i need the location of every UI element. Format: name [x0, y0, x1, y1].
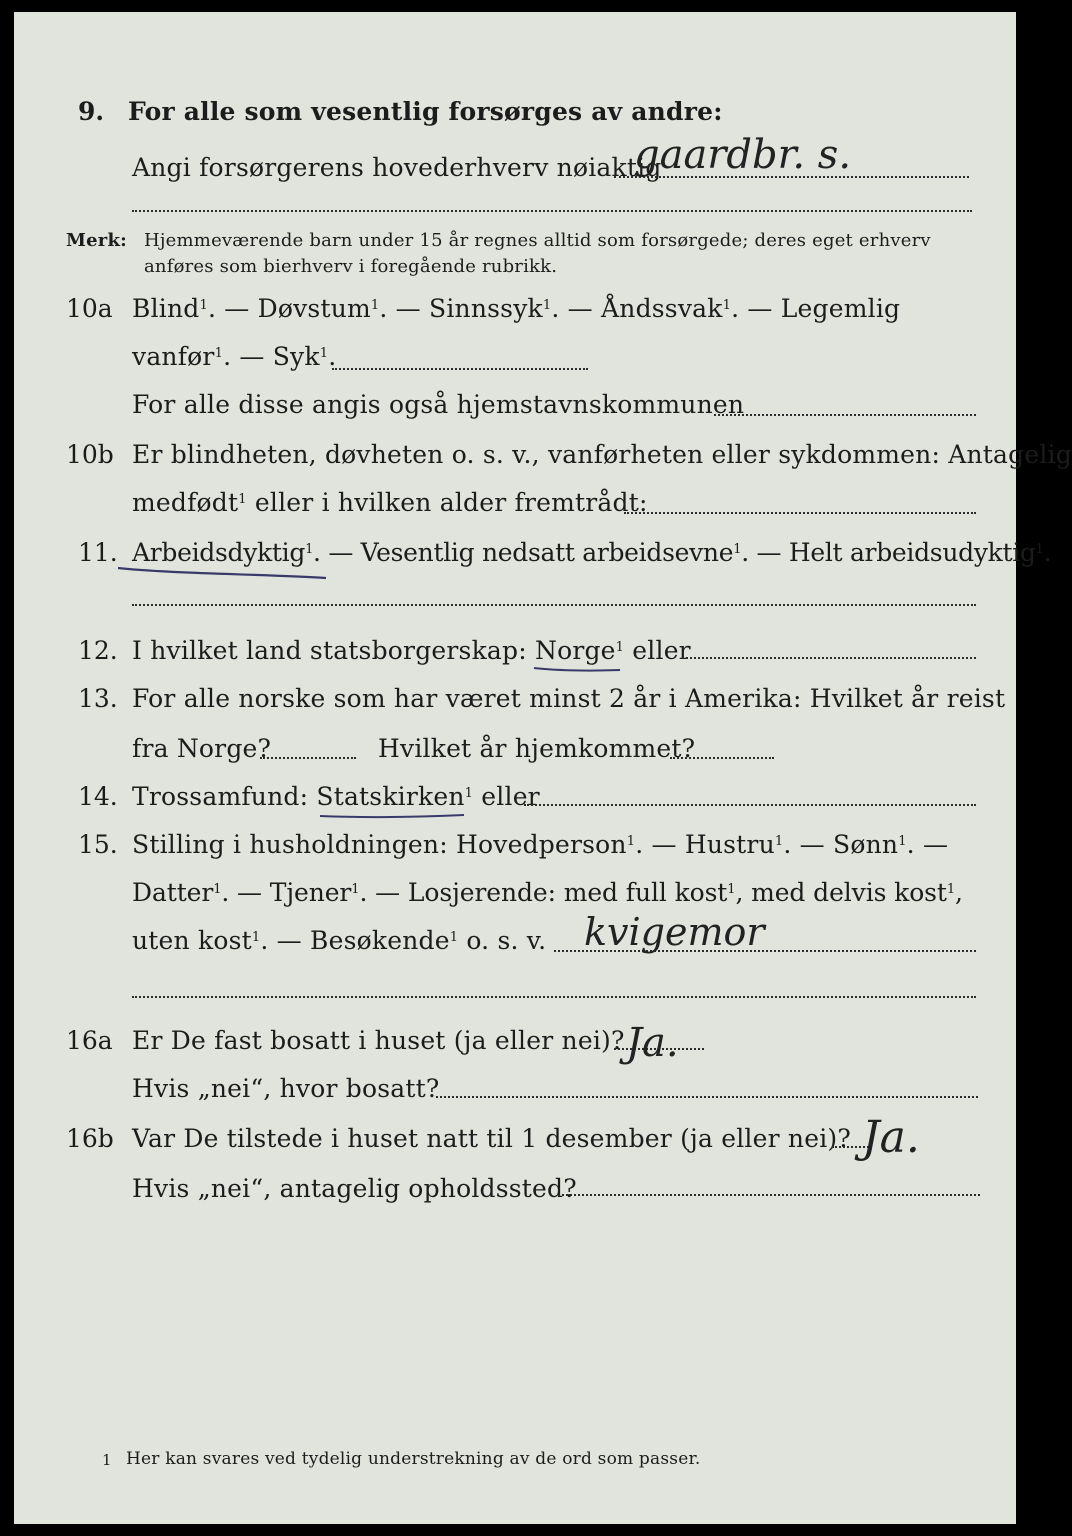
q15-line-3: uten kost$^1$. — Besøkende$^1$ o. s. v.: [132, 926, 547, 955]
q13-line-2a: fra Norge?: [132, 734, 272, 763]
q16a-bosatt-line: [436, 1096, 978, 1098]
q16b-number: 16b: [66, 1124, 114, 1153]
merk-line-1: Hjemmeværende barn under 15 år regnes alltid som forsørgede; deres eget erhverv: [144, 230, 931, 251]
q10a-line-2: vanfør$^1$. — Syk$^1$.: [132, 342, 337, 371]
q11-line-1: Arbeidsdyktig$^1$. — Vesentlig nedsatt arbeidsevne$^1$. — Helt arbeidsudyktig$^1$.: [132, 538, 1052, 567]
q12-line-1: I hvilket land statsborgerskap: Norge$^1$ eller: [132, 636, 691, 665]
q16b-handwritten-answer: Ja.: [862, 1112, 920, 1163]
q10a-line-3: For alle disse angis også hjemstavnskommunen: [132, 390, 745, 419]
q15-handwritten-answer: kvigemor: [584, 910, 765, 954]
q9-line-2: Angi forsørgerens hovederhverv nøiaktig: [132, 153, 662, 182]
q10a-number: 10a: [66, 294, 113, 323]
q12-underline-mark: [532, 662, 622, 678]
q13-number: 13.: [78, 684, 118, 713]
q14-answer-line: [524, 804, 976, 806]
q11-underline-mark: [114, 560, 334, 590]
q11-extra-line: [132, 604, 976, 606]
q10a-kommune-line: [714, 414, 976, 416]
q15-line-1: Stilling i husholdningen: Hovedperson$^1$. — Hustru$^1$. — Sønn$^1$. —: [132, 830, 949, 859]
q10b-line-1: Er blindheten, døvheten o. s. v., vanførheten eller sykdommen: Antagelig: [132, 440, 1072, 469]
merk-label: Merk:: [66, 230, 127, 251]
census-form-page: [14, 12, 1072, 1524]
q16a-number: 16a: [66, 1026, 113, 1055]
q11-number: 11.: [78, 538, 118, 567]
q14-line-1: Trossamfund: Statskirken$^1$ eller: [132, 782, 540, 811]
q15-line-2: Datter$^1$. — Tjener$^1$. — Losjerende: med full kost$^1$, med delvis kost$^1$,: [132, 878, 963, 907]
q13-hjemkommet-line: [670, 757, 774, 759]
q10b-number: 10b: [66, 440, 114, 469]
q14-underline-mark: [318, 808, 468, 824]
q10a-line-1: Blind$^1$. — Døvstum$^1$. — Sinnssyk$^1$. — Åndssvak$^1$. — Legemlig: [132, 294, 901, 323]
q15-extra-line: [132, 996, 976, 998]
q12-answer-line: [682, 657, 976, 659]
q16a-line-1: Er De fast bosatt i huset (ja eller nei)?: [132, 1026, 625, 1055]
merk-line-2: anføres som bierhverv i foregående rubrikk.: [144, 256, 558, 277]
q16b-line-1: Var De tilstede i huset natt til 1 desember (ja eller nei)?: [132, 1124, 851, 1153]
q14-number: 14.: [78, 782, 118, 811]
q13-line-2b: Hvilket år hjemkommet?: [378, 734, 696, 763]
q10b-answer-line: [624, 512, 976, 514]
q9-number: 9.: [78, 97, 105, 126]
q10a-answer-line: [332, 368, 588, 370]
q13-reist-line: [260, 757, 356, 759]
q16b-line-2: Hvis „nei“, antagelig opholdssted?: [132, 1174, 577, 1203]
q15-number: 15.: [78, 830, 118, 859]
q9-extra-line: [132, 210, 972, 212]
footnote-text: Her kan svares ved tydelig understrekning av de ord som passer.: [126, 1449, 701, 1469]
q16a-handwritten-answer: Ja.: [626, 1020, 679, 1066]
footnote-mark: 1: [102, 1451, 112, 1469]
q12-number: 12.: [78, 636, 118, 665]
q9-line-1: For alle som vesentlig forsørges av andre:: [128, 97, 723, 126]
q9-handwritten-answer: gaardbr. s.: [634, 132, 852, 178]
q13-line-1: For alle norske som har været minst 2 år i Amerika: Hvilket år reist: [132, 684, 1006, 713]
q10b-line-2: medfødt$^1$ eller i hvilken alder fremtrådt:: [132, 488, 648, 517]
q16b-sted-line: [558, 1194, 980, 1196]
q16a-line-2: Hvis „nei“, hvor bosatt?: [132, 1074, 440, 1103]
